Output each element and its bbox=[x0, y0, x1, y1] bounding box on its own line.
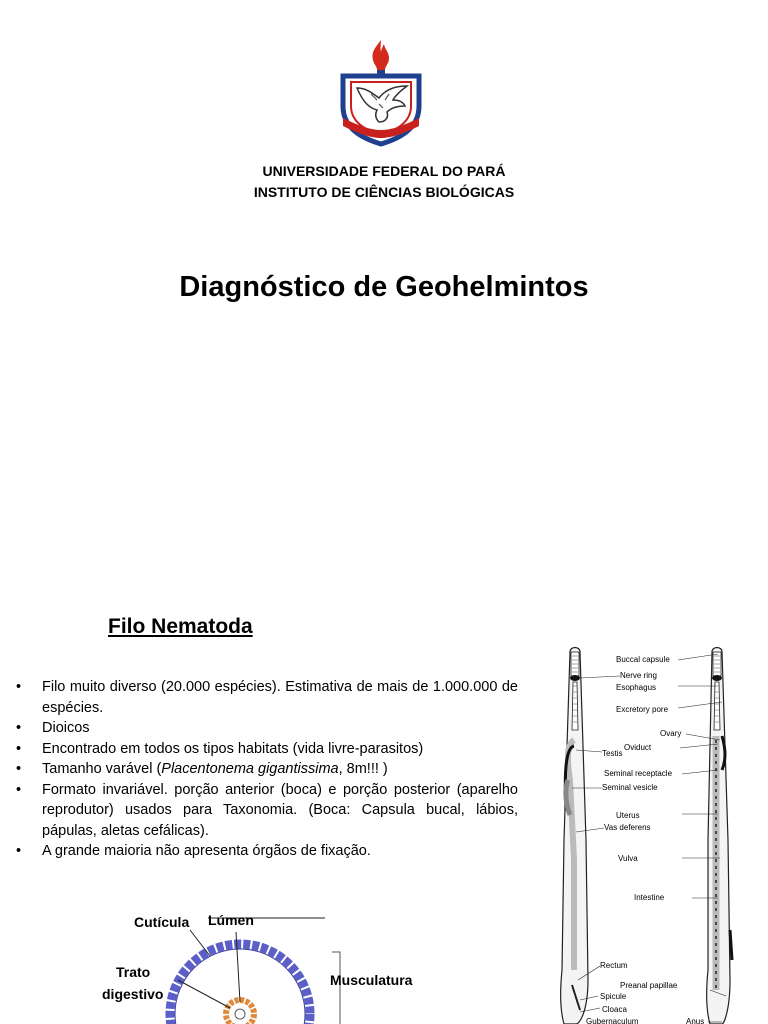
label-intestine: Intestine bbox=[634, 893, 665, 902]
label-nerve-ring: Nerve ring bbox=[620, 671, 657, 680]
label-preanal-papillae: Preanal papillae bbox=[620, 981, 678, 990]
label-cloaca: Cloaca bbox=[602, 1005, 627, 1014]
institute-name: INSTITUTO DE CIÊNCIAS BIOLÓGICAS bbox=[253, 184, 515, 200]
label-excretory-pore: Excretory pore bbox=[616, 705, 669, 714]
label-uterus: Uterus bbox=[616, 811, 640, 820]
page-title: Diagnóstico de Geohelmintos bbox=[179, 271, 589, 303]
label-buccal-capsule: Buccal capsule bbox=[616, 655, 670, 664]
flame-icon bbox=[372, 40, 389, 70]
label-rectum: Rectum bbox=[600, 961, 628, 970]
label-gubernaculum: Gubernaculum bbox=[586, 1017, 639, 1024]
list-item: • Tamanho varável (Placentonema gigantissima, 8m!!! ) bbox=[16, 759, 518, 780]
label-spicule: Spicule bbox=[600, 992, 627, 1001]
label-lumen: Lúmen bbox=[208, 912, 254, 928]
cross-section-diagram bbox=[90, 900, 440, 1024]
label-seminal-vesicle: Seminal vesicle bbox=[602, 783, 658, 792]
list-item: • Encontrado em todos os tipos habitats (vida livre-parasitos) bbox=[16, 739, 518, 760]
label-testis: Testis bbox=[602, 749, 623, 758]
label-ovary: Ovary bbox=[660, 729, 682, 738]
university-name: UNIVERSIDADE FEDERAL DO PARÁ bbox=[262, 163, 506, 179]
list-item: • A grande maioria não apresenta órgãos de fixação. bbox=[16, 841, 518, 862]
label-vulva: Vulva bbox=[618, 854, 638, 863]
section-heading: Filo Nematoda bbox=[108, 615, 253, 638]
label-esophagus: Esophagus bbox=[616, 683, 657, 692]
species-name: Placentonema gigantissima bbox=[161, 761, 339, 777]
label-vas-deferens: Vas deferens bbox=[604, 823, 651, 832]
label-trato: Trato bbox=[116, 964, 151, 980]
list-item: • Dioicos bbox=[16, 718, 518, 739]
university-crest-logo bbox=[333, 38, 429, 150]
bullet-list bbox=[16, 677, 518, 862]
label-cuticula: Cutícula bbox=[134, 914, 190, 930]
list-item: • Filo muito diverso (20.000 espécies). Estimativa de mais de 1.000.000 de espécies. bbox=[16, 677, 518, 718]
list-item: • Formato invariável. porção anterior (boca) e porção posterior (aparelho reprodutor) usados para Taxonomia. (Boca: Capsula bucal, lábios, pápulas, aletas cefálicas). bbox=[16, 780, 518, 842]
label-oviduct: Oviduct bbox=[624, 743, 652, 752]
nematode-anatomy-diagram bbox=[540, 640, 768, 1024]
label-musculatura: Musculatura bbox=[330, 972, 413, 988]
label-digestivo: digestivo bbox=[102, 986, 164, 1002]
label-anus: Anus bbox=[686, 1017, 705, 1024]
label-seminal-receptacle: Seminal receptacle bbox=[604, 769, 673, 778]
